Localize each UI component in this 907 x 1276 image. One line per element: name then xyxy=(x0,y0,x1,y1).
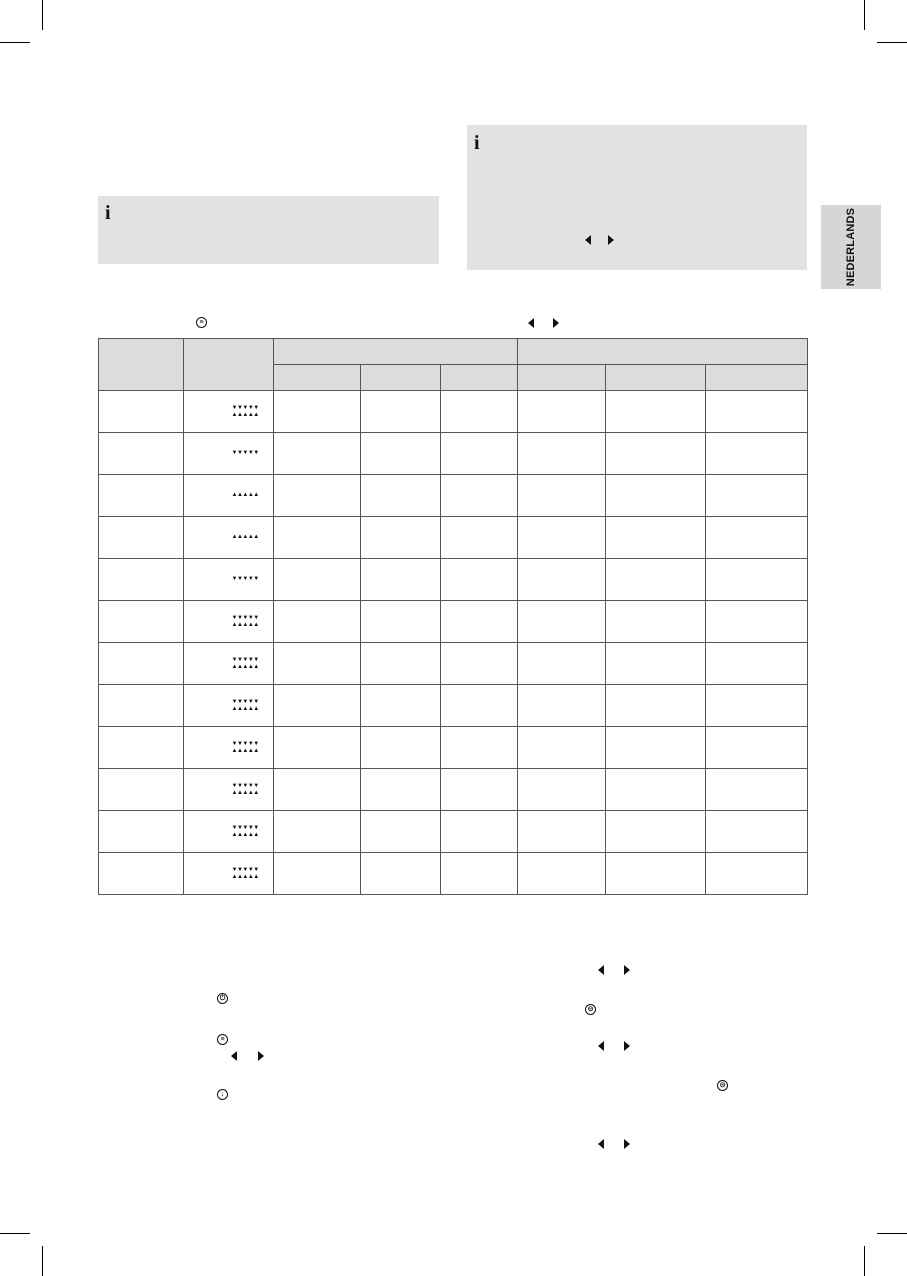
table-cell xyxy=(441,475,517,517)
table-cell xyxy=(606,601,706,643)
table-header-cell xyxy=(361,365,441,391)
table-cell xyxy=(606,559,706,601)
table-row xyxy=(99,685,808,727)
left-arrow-icon xyxy=(598,1041,604,1051)
down-marks: ▼▼▼▼▼ xyxy=(231,656,259,663)
table-row xyxy=(99,559,808,601)
table-cell xyxy=(606,685,706,727)
table-cell xyxy=(99,391,184,433)
table-cell xyxy=(361,391,441,433)
left-arrow-icon xyxy=(585,235,591,245)
info-box-right xyxy=(467,125,807,270)
table-row xyxy=(99,391,808,433)
table-cell xyxy=(273,475,360,517)
table-cell xyxy=(517,559,605,601)
table-cell xyxy=(99,811,184,853)
left-arrow-icon xyxy=(598,965,604,975)
down-marks: ▼▼▼▼▼ xyxy=(231,576,259,582)
table-cell xyxy=(517,811,605,853)
table-header-cell xyxy=(273,365,360,391)
table-cell xyxy=(184,727,273,769)
table-cell xyxy=(706,433,808,475)
info-box-left xyxy=(98,196,439,264)
table-row xyxy=(99,727,808,769)
down-marks: ▼▼▼▼▼ xyxy=(231,824,259,831)
table-header-cell xyxy=(606,365,706,391)
crop-mark xyxy=(877,1233,907,1234)
down-marks: ▼▼▼▼▼ xyxy=(231,698,259,705)
crop-mark xyxy=(42,1246,43,1276)
table-cell xyxy=(441,853,517,895)
table-cell xyxy=(517,601,605,643)
table-cell xyxy=(517,391,605,433)
settings-table xyxy=(98,338,808,895)
table-header-cell xyxy=(99,339,184,391)
table-cell xyxy=(361,811,441,853)
table-header-group xyxy=(517,339,807,365)
crop-mark xyxy=(42,0,43,30)
table-header-cell xyxy=(441,365,517,391)
table-cell xyxy=(273,391,360,433)
right-arrow-icon xyxy=(624,1041,630,1051)
table-cell xyxy=(706,811,808,853)
table-cell xyxy=(273,559,360,601)
table-cell xyxy=(361,517,441,559)
table-cell xyxy=(273,601,360,643)
table-row xyxy=(99,475,808,517)
table-cell xyxy=(517,685,605,727)
down-marks: ▼▼▼▼▼ xyxy=(231,740,259,747)
table-cell xyxy=(184,559,273,601)
table-header-cell xyxy=(706,365,808,391)
left-arrow-icon xyxy=(231,1051,237,1061)
table-cell xyxy=(441,727,517,769)
table-cell xyxy=(273,685,360,727)
table-cell xyxy=(441,391,517,433)
table-cell xyxy=(361,475,441,517)
table-cell xyxy=(706,769,808,811)
table-row xyxy=(99,601,808,643)
table-cell xyxy=(361,853,441,895)
down-marks: ▼▼▼▼▼ xyxy=(231,866,259,873)
table-cell xyxy=(99,559,184,601)
table-cell xyxy=(706,559,808,601)
power-icon: ⏻ xyxy=(217,993,228,1004)
table-cell xyxy=(99,643,184,685)
table-cell xyxy=(517,643,605,685)
table-cell xyxy=(517,517,605,559)
table-cell xyxy=(361,769,441,811)
up-marks: ▲▲▲▲▲ xyxy=(231,831,259,838)
up-marks: ▲▲▲▲▲ xyxy=(231,705,259,712)
crop-mark xyxy=(0,1233,30,1234)
table-cell xyxy=(99,601,184,643)
menu-icon: ≡ xyxy=(217,1034,228,1045)
right-arrow-icon xyxy=(624,965,630,975)
table-cell xyxy=(184,601,273,643)
table-cell xyxy=(706,475,808,517)
table-row xyxy=(99,643,808,685)
table-cell xyxy=(441,643,517,685)
crop-mark xyxy=(864,1246,865,1276)
table-cell xyxy=(361,433,441,475)
table-cell xyxy=(606,727,706,769)
table-cell xyxy=(441,601,517,643)
table-cell xyxy=(184,433,273,475)
up-marks: ▲▲▲▲▲ xyxy=(231,789,259,796)
language-tab xyxy=(821,205,881,289)
table-cell xyxy=(361,559,441,601)
table-cell xyxy=(273,769,360,811)
table-cell xyxy=(184,853,273,895)
up-marks: ▲▲▲▲▲ xyxy=(231,411,259,418)
table-cell xyxy=(441,517,517,559)
table-cell xyxy=(273,811,360,853)
table-cell xyxy=(99,517,184,559)
down-marks: ▼▼▼▼▼ xyxy=(231,782,259,789)
table-cell xyxy=(184,517,273,559)
table-cell xyxy=(441,433,517,475)
table-cell xyxy=(184,769,273,811)
table-cell xyxy=(517,433,605,475)
table-cell xyxy=(706,727,808,769)
table-row xyxy=(99,811,808,853)
table-cell xyxy=(184,811,273,853)
table-cell xyxy=(99,475,184,517)
right-arrow-icon xyxy=(608,235,614,245)
table-row xyxy=(99,769,808,811)
table-cell xyxy=(441,559,517,601)
right-arrow-icon xyxy=(258,1051,264,1061)
table-cell xyxy=(99,433,184,475)
table-cell xyxy=(184,685,273,727)
table-cell xyxy=(706,601,808,643)
up-marks: ▲▲▲▲▲ xyxy=(231,747,259,754)
table-cell xyxy=(273,643,360,685)
temperature-icon: ↓ xyxy=(217,1089,228,1100)
down-marks: ▼▼▼▼▼ xyxy=(231,404,259,411)
table-cell xyxy=(99,853,184,895)
table-cell xyxy=(184,475,273,517)
table-cell xyxy=(441,769,517,811)
table-cell xyxy=(606,769,706,811)
menu-icon: ≡ xyxy=(196,317,207,328)
table-cell xyxy=(184,391,273,433)
table-cell xyxy=(361,727,441,769)
right-arrow-icon xyxy=(624,1139,630,1149)
table-cell xyxy=(606,853,706,895)
table-cell xyxy=(517,475,605,517)
info-icon: i xyxy=(474,132,480,154)
table-cell xyxy=(441,811,517,853)
table-cell xyxy=(517,769,605,811)
table-header-cell xyxy=(517,365,605,391)
table-cell xyxy=(361,685,441,727)
table-row xyxy=(99,433,808,475)
fan-icon: ⊝ xyxy=(717,1080,728,1091)
table-cell xyxy=(706,517,808,559)
table-cell xyxy=(606,811,706,853)
crop-mark xyxy=(877,42,907,43)
table-cell xyxy=(361,643,441,685)
table-cell xyxy=(706,853,808,895)
table-row xyxy=(99,517,808,559)
crop-mark xyxy=(864,0,865,30)
up-marks: ▲▲▲▲▲ xyxy=(231,621,259,628)
table-cell xyxy=(99,769,184,811)
up-marks: ▲▲▲▲▲ xyxy=(231,492,259,498)
fan-icon: ⊝ xyxy=(585,1004,596,1015)
info-icon: i xyxy=(105,202,111,224)
table-cell xyxy=(184,643,273,685)
table-cell xyxy=(517,727,605,769)
table-cell xyxy=(606,643,706,685)
table-cell xyxy=(606,517,706,559)
table-header-group xyxy=(273,339,517,365)
table-cell xyxy=(706,391,808,433)
table-cell xyxy=(99,685,184,727)
table-cell xyxy=(706,685,808,727)
table-cell xyxy=(606,433,706,475)
table-cell xyxy=(273,727,360,769)
table-cell xyxy=(99,727,184,769)
table-cell xyxy=(706,643,808,685)
table-cell xyxy=(517,853,605,895)
table-cell xyxy=(441,685,517,727)
table-row xyxy=(99,853,808,895)
language-tab-label: NEDERLANDS xyxy=(845,207,857,287)
table-cell xyxy=(606,391,706,433)
crop-mark xyxy=(0,42,30,43)
table-cell xyxy=(606,475,706,517)
table-cell xyxy=(273,517,360,559)
table-cell xyxy=(361,601,441,643)
right-arrow-icon xyxy=(553,318,559,328)
table-cell xyxy=(273,853,360,895)
down-marks: ▼▼▼▼▼ xyxy=(231,450,259,456)
up-marks: ▲▲▲▲▲ xyxy=(231,534,259,540)
down-marks: ▼▼▼▼▼ xyxy=(231,614,259,621)
table-header-cell xyxy=(184,339,273,391)
up-marks: ▲▲▲▲▲ xyxy=(231,663,259,670)
left-arrow-icon xyxy=(528,318,534,328)
up-marks: ▲▲▲▲▲ xyxy=(231,873,259,880)
table-cell xyxy=(273,433,360,475)
left-arrow-icon xyxy=(598,1139,604,1149)
